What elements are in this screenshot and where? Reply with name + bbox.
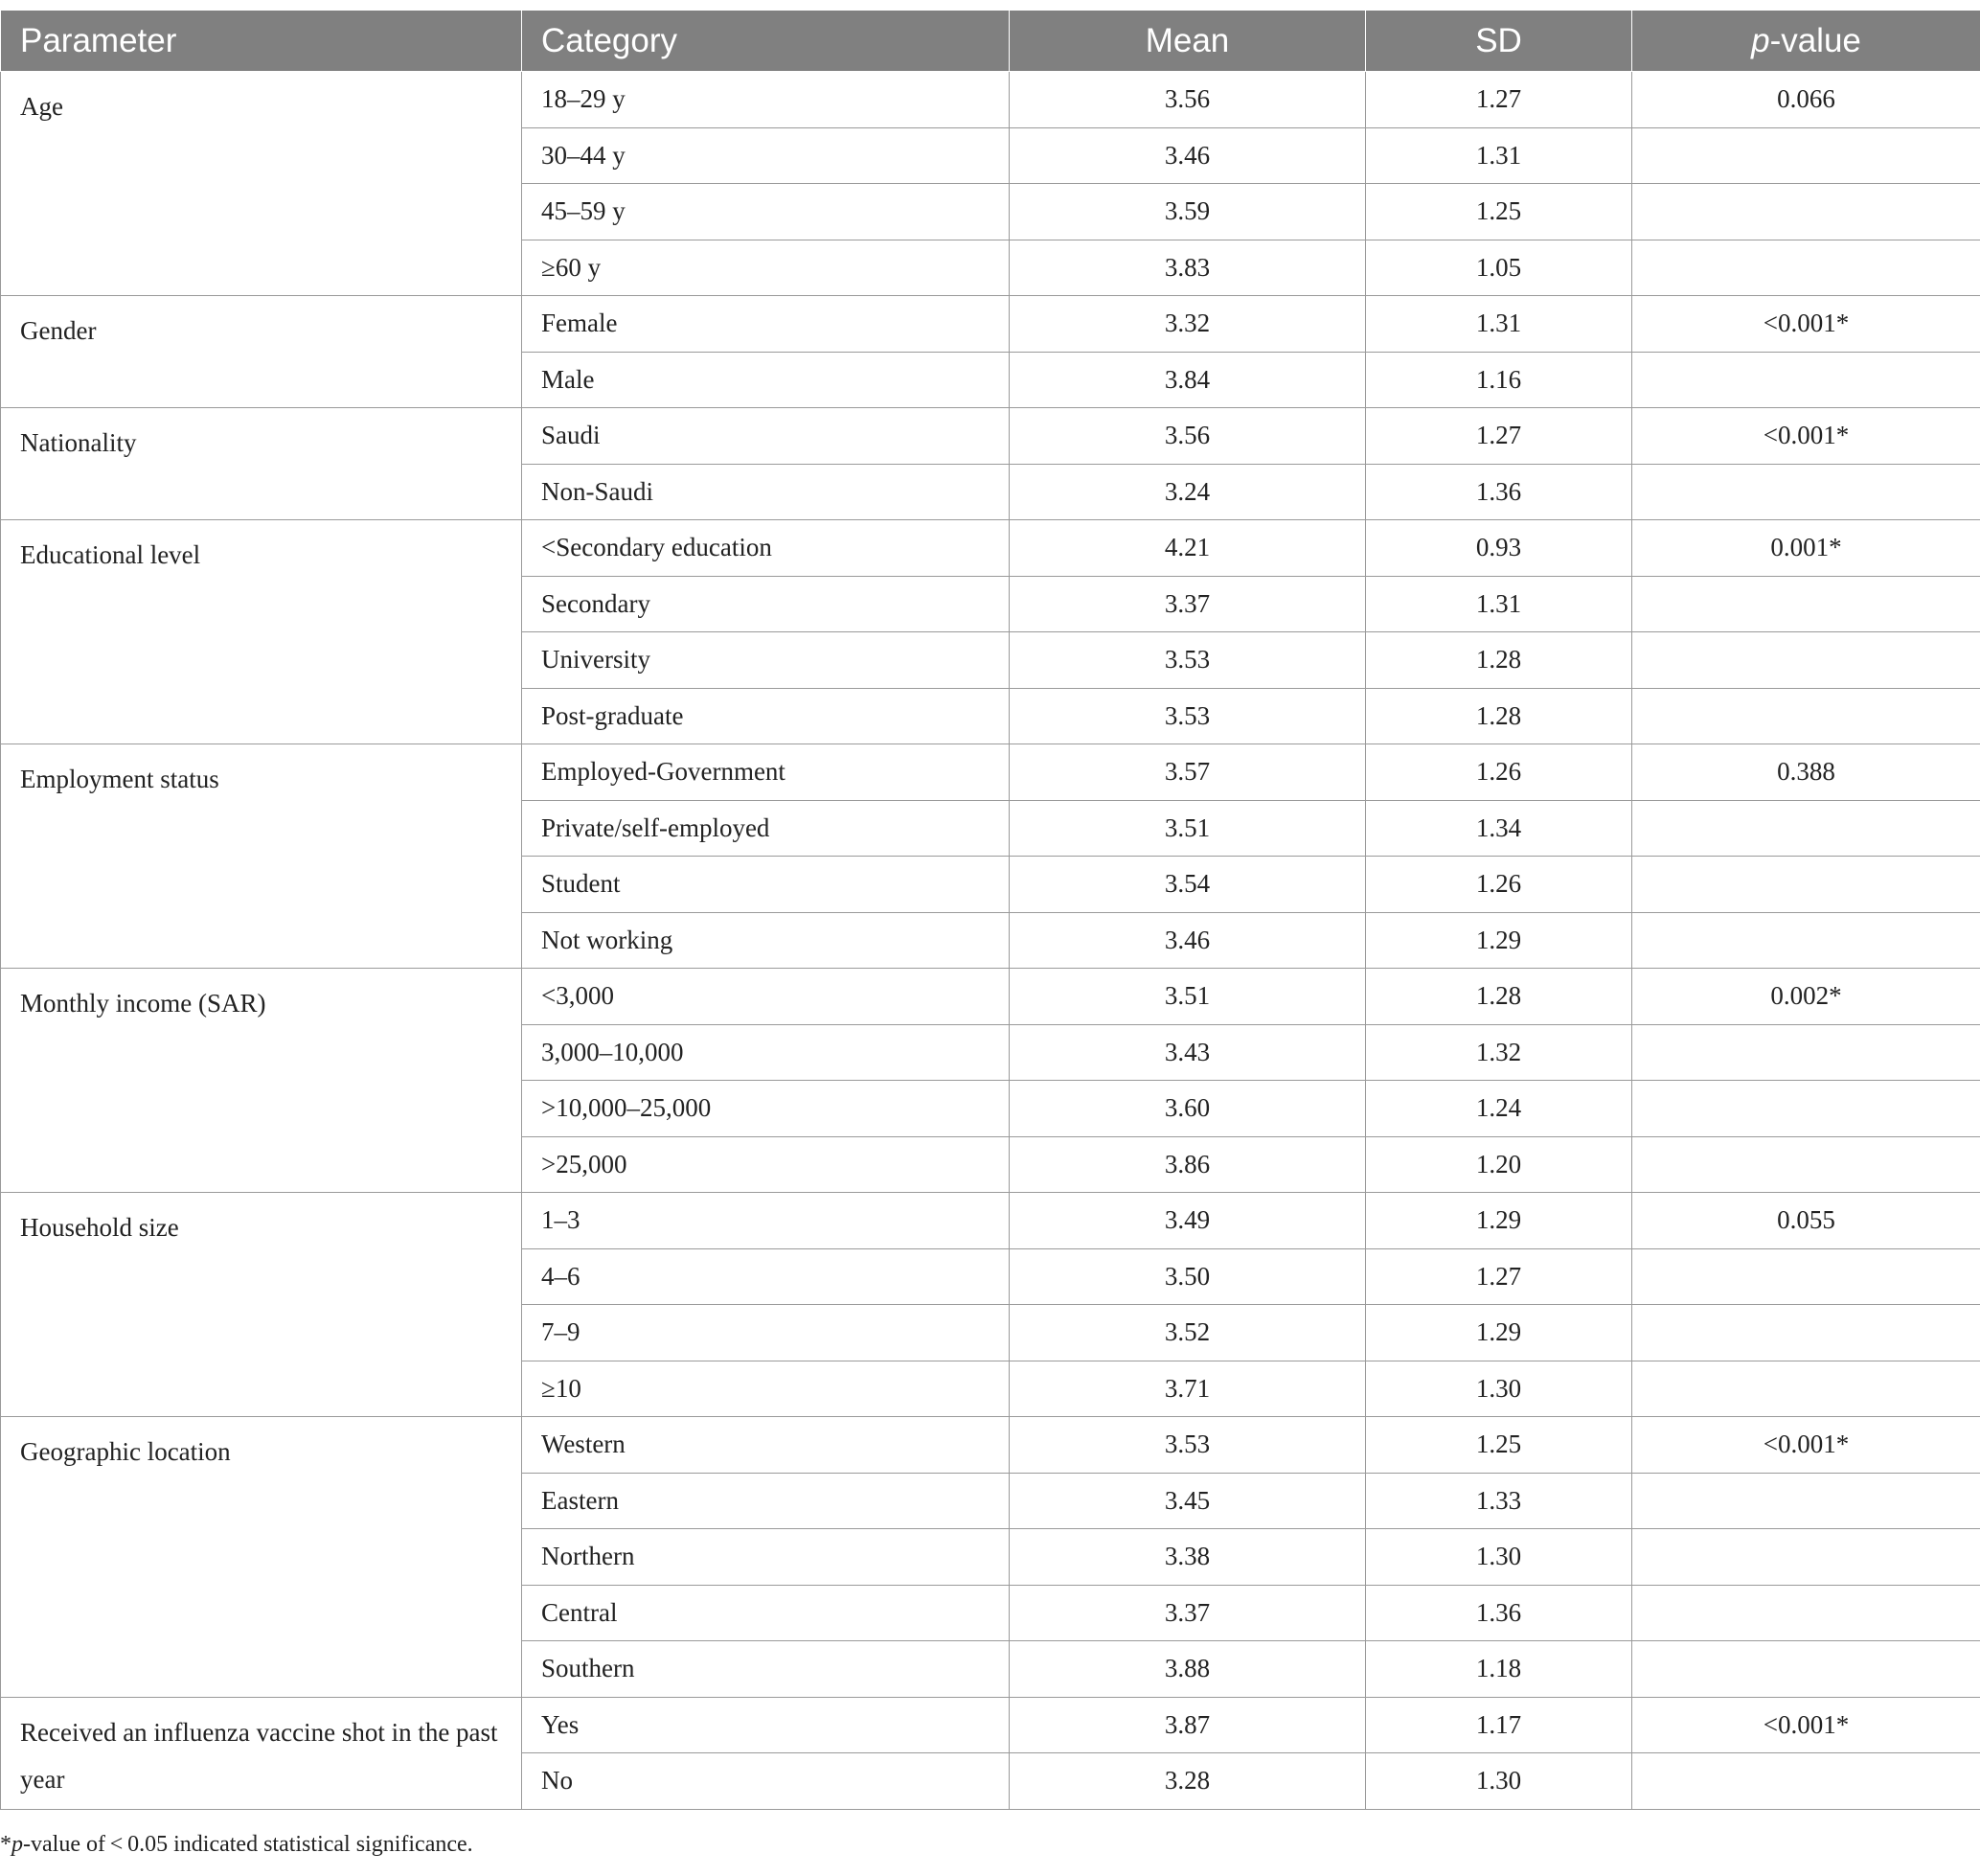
table-row	[1, 1417, 1980, 1474]
mean-cell: 3.87	[1010, 1697, 1366, 1753]
p-value-cell: <0.001*	[1632, 1417, 1980, 1474]
p-value-cell	[1632, 240, 1980, 296]
footnote-star: *	[0, 1832, 11, 1857]
p-value-cell	[1632, 1305, 1980, 1361]
p-value-cell: <0.001*	[1632, 408, 1980, 465]
p-value-cell	[1632, 1753, 1980, 1810]
category-cell: <Secondary education	[522, 520, 1010, 577]
p-value-cell	[1632, 1024, 1980, 1081]
sd-cell: 1.17	[1366, 1697, 1632, 1753]
sd-cell: 1.29	[1366, 912, 1632, 969]
mean-cell: 3.46	[1010, 912, 1366, 969]
p-value-cell: <0.001*	[1632, 296, 1980, 353]
parameter-cell: Nationality	[1, 408, 522, 520]
table-row	[1, 969, 1980, 1025]
header-category: Category	[522, 11, 1010, 72]
sd-cell: 1.27	[1366, 1248, 1632, 1305]
sd-cell: 1.26	[1366, 857, 1632, 913]
p-value-cell	[1632, 688, 1980, 744]
p-value-cell: 0.066	[1632, 72, 1980, 128]
sd-cell: 1.31	[1366, 296, 1632, 353]
p-value-cell: 0.388	[1632, 744, 1980, 801]
table-container	[0, 10, 1980, 1810]
category-cell: 45–59 y	[522, 184, 1010, 240]
category-cell: 7–9	[522, 1305, 1010, 1361]
p-value-cell	[1632, 1248, 1980, 1305]
category-cell: No	[522, 1753, 1010, 1810]
mean-cell: 3.86	[1010, 1136, 1366, 1193]
p-value-cell: 0.002*	[1632, 969, 1980, 1025]
parameter-cell: Monthly income (SAR)	[1, 969, 522, 1193]
category-cell: Employed-Government	[522, 744, 1010, 801]
sd-cell: 1.31	[1366, 576, 1632, 632]
category-cell: 1–3	[522, 1193, 1010, 1249]
p-value-cell	[1632, 1136, 1980, 1193]
mean-cell: 3.57	[1010, 744, 1366, 801]
category-cell: >25,000	[522, 1136, 1010, 1193]
p-value-cell	[1632, 464, 1980, 520]
p-value-cell	[1632, 1585, 1980, 1641]
header-p-italic: p	[1751, 21, 1770, 59]
mean-cell: 3.49	[1010, 1193, 1366, 1249]
sd-cell: 1.25	[1366, 184, 1632, 240]
parameter-cell: Gender	[1, 296, 522, 408]
p-value-cell	[1632, 576, 1980, 632]
mean-cell: 3.54	[1010, 857, 1366, 913]
header-mean: Mean	[1010, 11, 1366, 72]
category-cell: Saudi	[522, 408, 1010, 465]
table-row	[1, 72, 1980, 128]
mean-cell: 3.51	[1010, 800, 1366, 857]
footnote-text: -value of < 0.05 indicated statistical significance.	[23, 1832, 473, 1857]
mean-cell: 3.28	[1010, 1753, 1366, 1810]
p-value-cell: 0.055	[1632, 1193, 1980, 1249]
parameter-cell: Educational level	[1, 520, 522, 744]
table-row	[1, 1697, 1980, 1753]
category-cell: 4–6	[522, 1248, 1010, 1305]
category-cell: ≥60 y	[522, 240, 1010, 296]
sd-cell: 1.36	[1366, 1585, 1632, 1641]
category-cell: Central	[522, 1585, 1010, 1641]
category-cell: 3,000–10,000	[522, 1024, 1010, 1081]
mean-cell: 3.45	[1010, 1473, 1366, 1529]
parameter-cell: Age	[1, 72, 522, 296]
mean-cell: 3.56	[1010, 72, 1366, 128]
category-cell: Southern	[522, 1641, 1010, 1698]
sd-cell: 0.93	[1366, 520, 1632, 577]
sd-cell: 1.25	[1366, 1417, 1632, 1474]
p-value-cell	[1632, 1081, 1980, 1137]
mean-cell: 3.32	[1010, 296, 1366, 353]
p-value-cell	[1632, 127, 1980, 184]
category-cell: Student	[522, 857, 1010, 913]
sd-cell: 1.31	[1366, 127, 1632, 184]
mean-cell: 3.53	[1010, 1417, 1366, 1474]
table-row	[1, 296, 1980, 353]
sd-cell: 1.20	[1366, 1136, 1632, 1193]
p-value-cell	[1632, 632, 1980, 689]
sd-cell: 1.32	[1366, 1024, 1632, 1081]
sd-cell: 1.28	[1366, 632, 1632, 689]
category-cell: Post-graduate	[522, 688, 1010, 744]
header-row	[1, 11, 1980, 72]
mean-cell: 3.71	[1010, 1361, 1366, 1417]
p-value-cell	[1632, 1361, 1980, 1417]
mean-cell: 3.43	[1010, 1024, 1366, 1081]
category-cell: <3,000	[522, 969, 1010, 1025]
p-value-cell: 0.001*	[1632, 520, 1980, 577]
p-value-cell	[1632, 1473, 1980, 1529]
category-cell: 18–29 y	[522, 72, 1010, 128]
p-value-cell	[1632, 912, 1980, 969]
mean-cell: 3.56	[1010, 408, 1366, 465]
sd-cell: 1.29	[1366, 1305, 1632, 1361]
sd-cell: 1.33	[1366, 1473, 1632, 1529]
mean-cell: 3.59	[1010, 184, 1366, 240]
parameter-cell: Received an influenza vaccine shot in the past year	[1, 1697, 522, 1809]
mean-cell: 3.46	[1010, 127, 1366, 184]
p-value-cell	[1632, 1641, 1980, 1698]
category-cell: Private/self-employed	[522, 800, 1010, 857]
table-row	[1, 744, 1980, 801]
mean-cell: 3.38	[1010, 1529, 1366, 1586]
p-value-cell	[1632, 184, 1980, 240]
category-cell: 30–44 y	[522, 127, 1010, 184]
footnote	[0, 1832, 473, 1858]
sd-cell: 1.30	[1366, 1529, 1632, 1586]
sd-cell: 1.34	[1366, 800, 1632, 857]
table-body	[1, 72, 1980, 1810]
category-cell: ≥10	[522, 1361, 1010, 1417]
category-cell: >10,000–25,000	[522, 1081, 1010, 1137]
sd-cell: 1.24	[1366, 1081, 1632, 1137]
mean-cell: 3.84	[1010, 352, 1366, 408]
category-cell: University	[522, 632, 1010, 689]
sd-cell: 1.30	[1366, 1753, 1632, 1810]
mean-cell: 3.53	[1010, 632, 1366, 689]
mean-cell: 3.53	[1010, 688, 1366, 744]
mean-cell: 4.21	[1010, 520, 1366, 577]
mean-cell: 3.51	[1010, 969, 1366, 1025]
category-cell: Western	[522, 1417, 1010, 1474]
sd-cell: 1.05	[1366, 240, 1632, 296]
table-row	[1, 408, 1980, 465]
category-cell: Non-Saudi	[522, 464, 1010, 520]
sd-cell: 1.29	[1366, 1193, 1632, 1249]
mean-cell: 3.52	[1010, 1305, 1366, 1361]
mean-cell: 3.24	[1010, 464, 1366, 520]
mean-cell: 3.37	[1010, 576, 1366, 632]
category-cell: Female	[522, 296, 1010, 353]
sd-cell: 1.27	[1366, 72, 1632, 128]
sd-cell: 1.26	[1366, 744, 1632, 801]
mean-cell: 3.50	[1010, 1248, 1366, 1305]
parameter-cell: Household size	[1, 1193, 522, 1417]
header-p-value	[1632, 11, 1980, 72]
table-row	[1, 520, 1980, 577]
p-value-cell: <0.001*	[1632, 1697, 1980, 1753]
sd-cell: 1.36	[1366, 464, 1632, 520]
p-value-cell	[1632, 857, 1980, 913]
p-value-cell	[1632, 800, 1980, 857]
mean-cell: 3.60	[1010, 1081, 1366, 1137]
header-sd: SD	[1366, 11, 1632, 72]
sd-cell: 1.30	[1366, 1361, 1632, 1417]
header-p-rest: -value	[1769, 21, 1861, 59]
parameter-cell: Employment status	[1, 744, 522, 969]
category-cell: Male	[522, 352, 1010, 408]
header-parameter: Parameter	[1, 11, 522, 72]
table-header	[1, 11, 1980, 72]
footnote-p-italic: p	[11, 1832, 23, 1857]
sd-cell: 1.28	[1366, 969, 1632, 1025]
sd-cell: 1.16	[1366, 352, 1632, 408]
data-table	[0, 10, 1980, 1810]
parameter-cell: Geographic location	[1, 1417, 522, 1698]
sd-cell: 1.27	[1366, 408, 1632, 465]
category-cell: Eastern	[522, 1473, 1010, 1529]
p-value-cell	[1632, 1529, 1980, 1586]
category-cell: Northern	[522, 1529, 1010, 1586]
mean-cell: 3.83	[1010, 240, 1366, 296]
table-row	[1, 1193, 1980, 1249]
p-value-cell	[1632, 352, 1980, 408]
category-cell: Secondary	[522, 576, 1010, 632]
mean-cell: 3.88	[1010, 1641, 1366, 1698]
category-cell: Yes	[522, 1697, 1010, 1753]
category-cell: Not working	[522, 912, 1010, 969]
mean-cell: 3.37	[1010, 1585, 1366, 1641]
sd-cell: 1.18	[1366, 1641, 1632, 1698]
sd-cell: 1.28	[1366, 688, 1632, 744]
